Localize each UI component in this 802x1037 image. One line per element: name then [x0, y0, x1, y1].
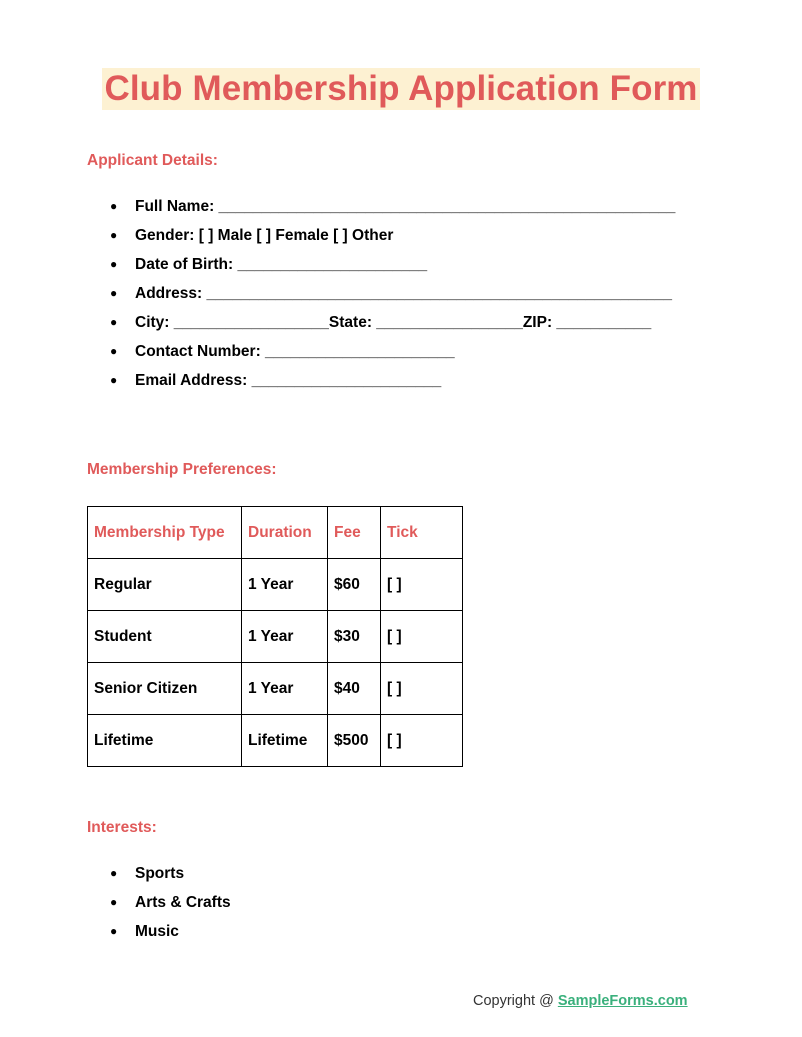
tick-checkbox[interactable]: [ ]	[381, 715, 463, 767]
city-state-zip-label: City: __________________State: _________________ZIP: ___________	[135, 314, 652, 331]
interest-label: Arts & Crafts	[135, 894, 231, 911]
email-address-field[interactable]	[108, 366, 675, 395]
date-of-birth-label: Date of Birth: ______________________	[135, 256, 428, 273]
full-name-field[interactable]	[108, 192, 675, 221]
interest-label: Sports	[135, 865, 185, 882]
brand-link[interactable]: SampleForms.com	[557, 993, 688, 1009]
title-container	[0, 68, 802, 110]
date-of-birth-field[interactable]	[108, 250, 675, 279]
table-row	[88, 611, 463, 663]
table-cell: Lifetime	[88, 715, 242, 767]
table-row	[88, 715, 463, 767]
bullet-icon: ●	[110, 895, 118, 909]
bullet-icon: ●	[110, 286, 118, 300]
applicant-details-heading: Applicant Details:	[87, 152, 218, 169]
bullet-icon: ●	[110, 373, 118, 387]
table-cell: 1 Year	[242, 611, 328, 663]
contact-number-label: Contact Number: ______________________	[135, 343, 455, 360]
table-cell: Student	[88, 611, 242, 663]
gender-field[interactable]	[108, 221, 675, 250]
interest-label: Music	[135, 923, 179, 940]
membership-table	[87, 506, 463, 767]
interest-item-music[interactable]	[108, 917, 231, 946]
contact-number-field[interactable]	[108, 337, 675, 366]
address-label: Address: ______________________________________________________	[135, 285, 672, 302]
bullet-icon: ●	[110, 866, 118, 880]
table-cell: Lifetime	[242, 715, 328, 767]
column-header: Membership Type	[88, 507, 242, 559]
table-cell: $500	[328, 715, 381, 767]
full-name-label: Full Name: _____________________________________________________	[135, 198, 676, 215]
bullet-icon: ●	[110, 315, 118, 329]
interest-item-arts-crafts[interactable]	[108, 888, 231, 917]
city-state-zip-field[interactable]	[108, 308, 675, 337]
table-header-row	[88, 507, 463, 559]
column-header: Fee	[328, 507, 381, 559]
tick-checkbox[interactable]: [ ]	[381, 663, 463, 715]
email-address-label: Email Address: ______________________	[135, 372, 442, 389]
bullet-icon: ●	[110, 228, 118, 242]
column-header: Duration	[242, 507, 328, 559]
column-header: Tick	[381, 507, 463, 559]
interests-heading: Interests:	[87, 819, 157, 836]
membership-preferences-heading: Membership Preferences:	[87, 461, 277, 478]
table-cell: $60	[328, 559, 381, 611]
address-field[interactable]	[108, 279, 675, 308]
bullet-icon: ●	[110, 924, 118, 938]
table-row	[88, 663, 463, 715]
bullet-icon: ●	[110, 199, 118, 213]
table-cell: 1 Year	[242, 559, 328, 611]
bullet-icon: ●	[110, 344, 118, 358]
table-cell: Regular	[88, 559, 242, 611]
tick-checkbox[interactable]: [ ]	[381, 559, 463, 611]
page-title: Club Membership Application Form	[104, 69, 698, 108]
bullet-icon: ●	[110, 257, 118, 271]
table-cell: 1 Year	[242, 663, 328, 715]
table-row	[88, 559, 463, 611]
copyright-footer	[473, 993, 688, 1009]
gender-label: Gender: [ ] Male [ ] Female [ ] Other	[135, 227, 394, 244]
interest-item-sports[interactable]	[108, 859, 231, 888]
applicant-details-list	[108, 192, 675, 395]
table-cell: $40	[328, 663, 381, 715]
table-cell: Senior Citizen	[88, 663, 242, 715]
copyright-prefix: Copyright @	[473, 993, 558, 1009]
table-cell: $30	[328, 611, 381, 663]
interests-list	[108, 859, 231, 946]
tick-checkbox[interactable]: [ ]	[381, 611, 463, 663]
